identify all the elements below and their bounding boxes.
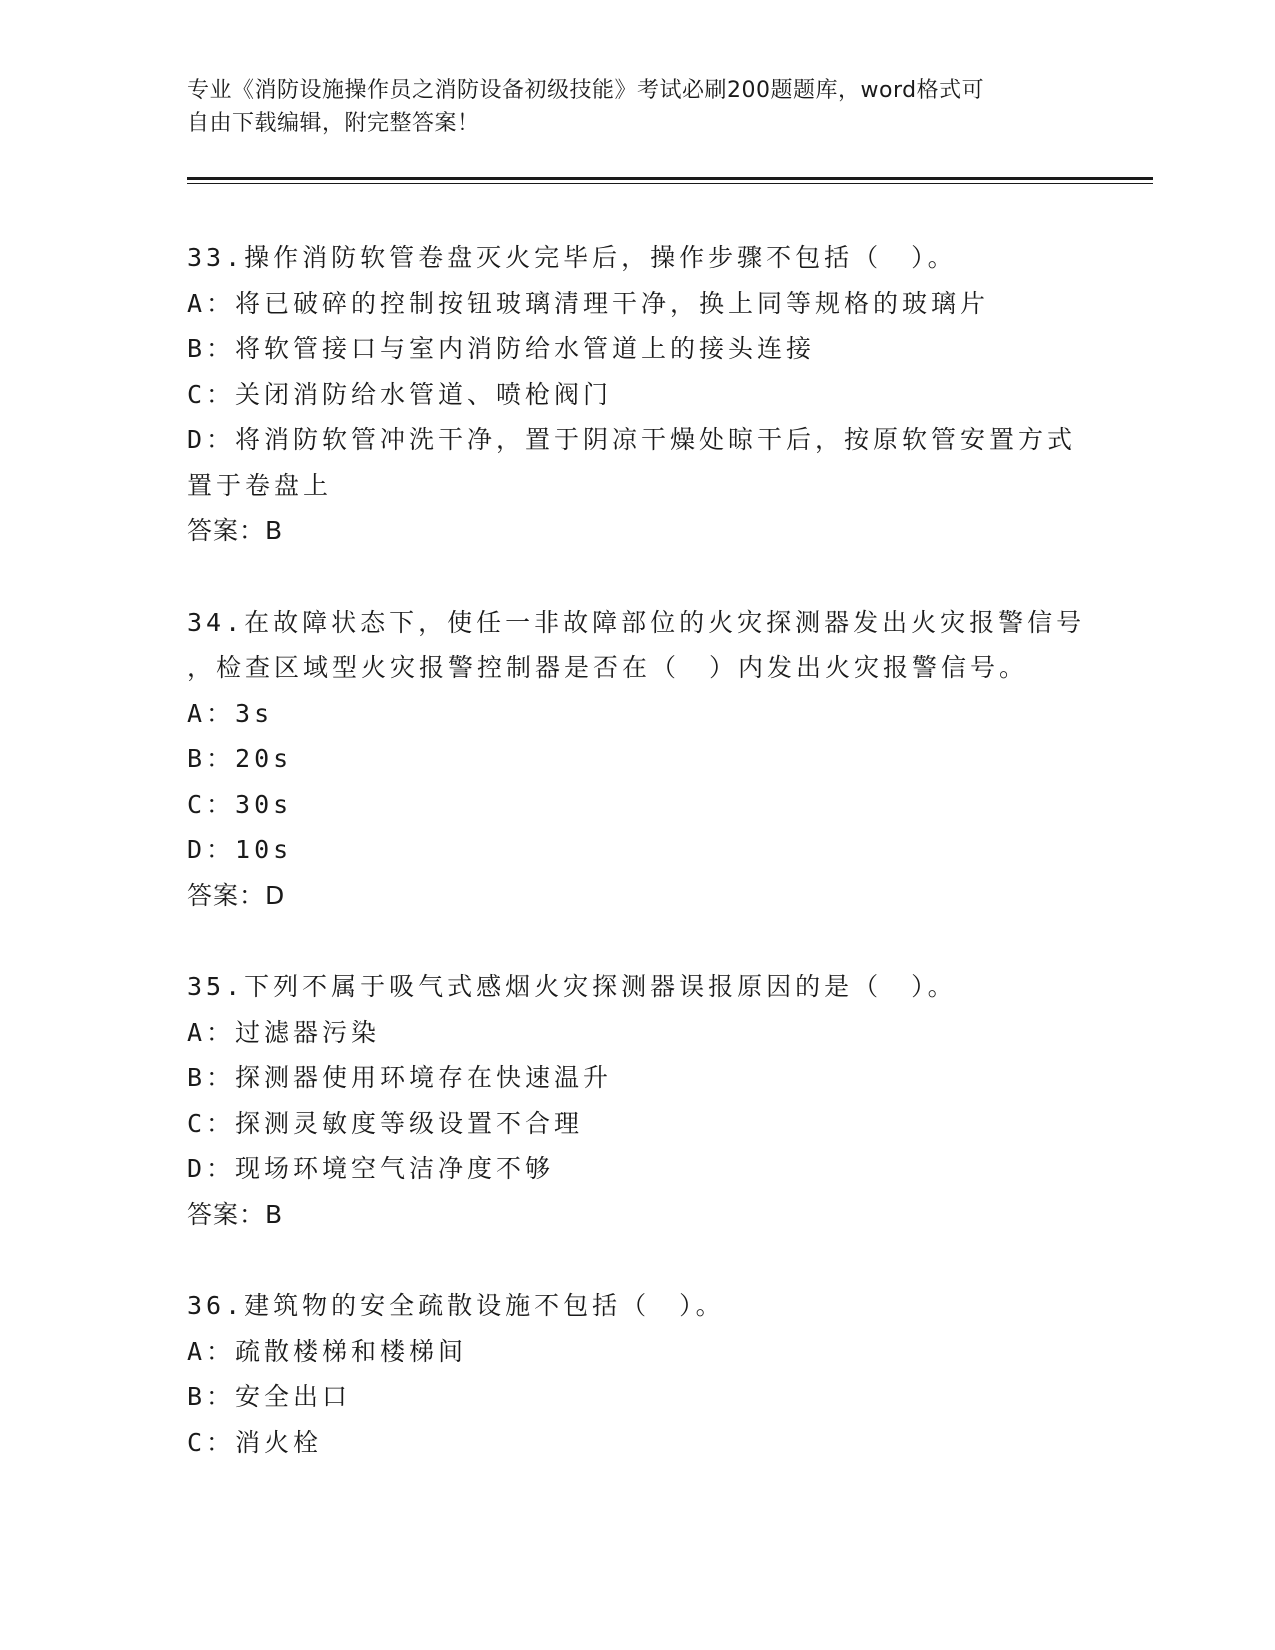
option-b: B：安全出口 xyxy=(187,1382,352,1411)
option-b: B：探测器使用环境存在快速温升 xyxy=(187,1063,613,1092)
question-list xyxy=(187,235,1087,1511)
option-a: A：疏散楼梯和楼梯间 xyxy=(187,1336,468,1366)
answer: 答案：B xyxy=(187,1199,284,1229)
option-d-continued: 置于卷盘上 xyxy=(187,470,333,500)
option-d: D：现场环境空气洁净度不够 xyxy=(187,1154,555,1183)
question-35 xyxy=(187,964,1087,1237)
option-c: C：30s xyxy=(187,789,293,819)
question-stem-continued: ，检查区域型火灾报警控制器是否在（ ）内发出火灾报警信号。 xyxy=(187,653,1029,682)
answer: 答案：B xyxy=(187,516,284,545)
question-stem: 33.操作消防软管卷盘灭火完毕后，操作步骤不包括（ ）。 xyxy=(187,243,957,272)
question-stem: 36.建筑物的安全疏散设施不包括（ ）。 xyxy=(187,1291,725,1320)
option-a: A：过滤器污染 xyxy=(187,1017,381,1047)
option-c: C：关闭消防给水管道、喷枪阀门 xyxy=(187,379,613,409)
question-stem: 35.下列不属于吸气式感烟火灾探测器误报原因的是（ ）。 xyxy=(187,972,957,1001)
header-divider-thick xyxy=(187,177,1153,180)
option-c: C：消火栓 xyxy=(187,1427,323,1457)
option-c: C：探测灵敏度等级设置不合理 xyxy=(187,1108,584,1138)
header-line-1: 专业《消防设施操作员之消防设备初级技能》考试必刷200题题库，word格式可 xyxy=(187,78,985,103)
question-stem: 34.在故障状态下，使任一非故障部位的火灾探测器发出火灾报警信号 xyxy=(187,607,1086,637)
header-divider-thin xyxy=(187,183,1153,184)
question-34 xyxy=(187,600,1087,919)
option-b: B：将软管接口与室内消防给水管道上的接头连接 xyxy=(187,334,816,363)
option-b: B：20s xyxy=(187,744,293,773)
answer: 答案：D xyxy=(187,880,286,910)
document-header xyxy=(187,74,1067,140)
option-a: A：3s xyxy=(187,698,274,728)
question-33 xyxy=(187,235,1087,554)
header-line-2: 自由下载编辑，附完整答案！ xyxy=(187,111,480,136)
option-d: D：将消防软管冲洗干净，置于阴凉干燥处晾干后，按原软管安置方式 xyxy=(187,425,1077,454)
option-a: A：将已破碎的控制按钮玻璃清理干净，换上同等规格的玻璃片 xyxy=(187,288,990,318)
question-36 xyxy=(187,1283,1087,1465)
option-d: D：10s xyxy=(187,835,293,864)
